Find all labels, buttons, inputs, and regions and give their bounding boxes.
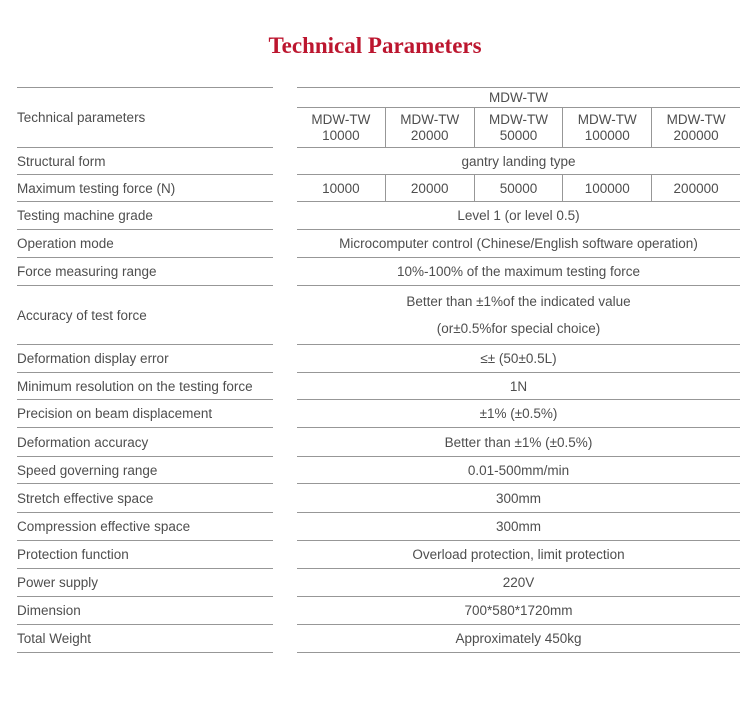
- spec-value-cell: 50000: [474, 175, 563, 201]
- spec-label: Accuracy of test force: [17, 286, 273, 345]
- spec-row: [17, 457, 740, 484]
- spec-value: 700*580*1720mm: [297, 597, 740, 625]
- spec-row: [17, 230, 740, 258]
- spec-value-cell: 200000: [651, 175, 740, 201]
- spec-row: [17, 286, 740, 345]
- column-gap: [273, 87, 297, 148]
- column-gap: [273, 457, 297, 484]
- spec-value: [297, 286, 740, 345]
- model-code: 100000: [584, 128, 630, 143]
- model-series: MDW-TW: [311, 112, 371, 127]
- model-header-cell: [562, 108, 651, 148]
- spec-row: [17, 569, 740, 597]
- spec-value: 300mm: [297, 484, 740, 513]
- spec-row: [17, 373, 740, 400]
- spec-value: 300mm: [297, 513, 740, 541]
- column-gap: [273, 484, 297, 513]
- spec-row: [17, 597, 740, 625]
- spec-label: Compression effective space: [17, 513, 273, 541]
- model-code: 200000: [673, 128, 719, 143]
- spec-value: Overload protection, limit protection: [297, 541, 740, 569]
- column-gap: [273, 345, 297, 373]
- column-gap: [273, 286, 297, 345]
- model-series: MDW-TW: [577, 112, 637, 127]
- column-gap: [273, 541, 297, 569]
- spec-label: Total Weight: [17, 625, 273, 653]
- spec-value-line: Better than ±1%of the indicated value: [406, 294, 631, 309]
- spec-label: Testing machine grade: [17, 202, 273, 230]
- spec-row: [17, 148, 740, 175]
- column-gap: [273, 202, 297, 230]
- spec-label: Speed governing range: [17, 457, 273, 484]
- spec-label: Operation mode: [17, 230, 273, 258]
- series-header: MDW-TW: [297, 88, 740, 108]
- spec-value: Level 1 (or level 0.5): [297, 202, 740, 230]
- model-series: MDW-TW: [666, 112, 726, 127]
- model-header-cell: [651, 108, 740, 148]
- spec-row: [17, 625, 740, 653]
- spec-value: ≤± (50±0.5L): [297, 345, 740, 373]
- page-title: Technical Parameters: [268, 33, 482, 58]
- spec-label: Precision on beam displacement: [17, 400, 273, 428]
- header-right: [297, 87, 740, 148]
- column-gap: [273, 258, 297, 286]
- spec-value: 10%-100% of the maximum testing force: [297, 258, 740, 286]
- spec-label: Structural form: [17, 148, 273, 175]
- column-gap: [273, 230, 297, 258]
- column-gap: [273, 400, 297, 428]
- spec-row: [17, 541, 740, 569]
- spec-row: [17, 258, 740, 286]
- spec-row: [17, 175, 740, 202]
- model-code: 20000: [410, 128, 449, 143]
- technical-parameters-page: [0, 32, 750, 653]
- spec-value-line: (or±0.5%for special choice): [436, 321, 601, 336]
- column-gap: [273, 175, 297, 202]
- spec-row: [17, 484, 740, 513]
- spec-value: 1N: [297, 373, 740, 400]
- spec-label: Stretch effective space: [17, 484, 273, 513]
- column-gap: [273, 513, 297, 541]
- spec-value: gantry landing type: [297, 148, 740, 175]
- spec-value: ±1% (±0.5%): [297, 400, 740, 428]
- spec-label: Force measuring range: [17, 258, 273, 286]
- spec-table: [17, 87, 740, 653]
- spec-value: Better than ±1% (±0.5%): [297, 428, 740, 457]
- spec-label: Deformation accuracy: [17, 428, 273, 457]
- column-gap: [273, 625, 297, 653]
- table-header-row: [17, 87, 740, 148]
- model-header-row: [297, 108, 740, 148]
- model-code: 10000: [322, 128, 360, 143]
- column-gap: [273, 373, 297, 400]
- column-gap: [273, 597, 297, 625]
- spec-value: Approximately 450kg: [297, 625, 740, 653]
- spec-row: [17, 428, 740, 457]
- spec-row: [17, 513, 740, 541]
- spec-label: Maximum testing force (N): [17, 175, 273, 202]
- model-header-cell: [297, 108, 385, 148]
- spec-label: Technical parameters: [17, 87, 273, 148]
- spec-value: Microcomputer control (Chinese/English software operation): [297, 230, 740, 258]
- spec-label: Dimension: [17, 597, 273, 625]
- model-code: 50000: [499, 128, 538, 143]
- model-series: MDW-TW: [489, 112, 548, 127]
- spec-row: [17, 345, 740, 373]
- column-gap: [273, 148, 297, 175]
- spec-label: Minimum resolution on the testing force: [17, 373, 273, 400]
- spec-row: [17, 400, 740, 428]
- model-header-cell: [474, 108, 563, 148]
- spec-value: 220V: [297, 569, 740, 597]
- spec-value-cell: 10000: [322, 180, 360, 196]
- spec-value-cells: [297, 175, 740, 202]
- column-gap: [273, 569, 297, 597]
- spec-value-cell: 20000: [385, 175, 474, 201]
- spec-row: [17, 202, 740, 230]
- spec-value-cell: 100000: [562, 175, 651, 201]
- spec-label: Deformation display error: [17, 345, 273, 373]
- column-gap: [273, 428, 297, 457]
- spec-label: Protection function: [17, 541, 273, 569]
- model-header-cell: [385, 108, 474, 148]
- spec-label: Power supply: [17, 569, 273, 597]
- spec-value: 0.01-500mm/min: [297, 457, 740, 484]
- model-series: MDW-TW: [400, 112, 460, 127]
